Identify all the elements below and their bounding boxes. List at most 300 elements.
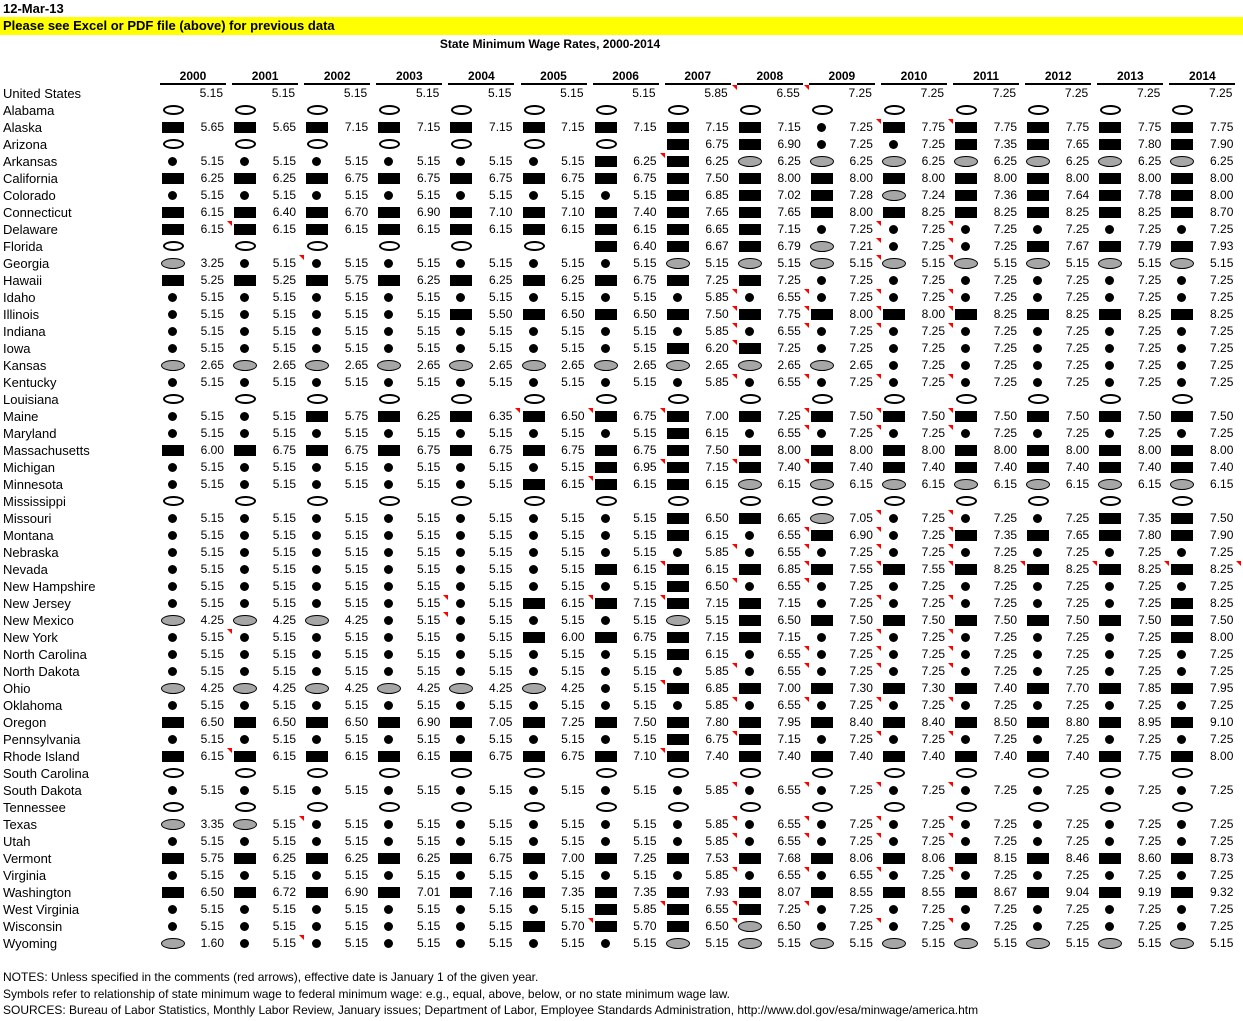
equal-federal-dot-icon: [601, 735, 610, 744]
wage-value: 5.15: [561, 732, 585, 746]
equal-federal-dot-icon: [240, 939, 249, 948]
below-federal-ellipse-icon: [161, 819, 185, 830]
above-federal-rect-icon: [523, 122, 545, 133]
above-federal-rect-icon: [667, 632, 689, 643]
wage-cell: [1169, 714, 1241, 731]
wage-value: 7.15: [489, 120, 513, 134]
wage-cell: [953, 595, 1025, 612]
wage-cell: [737, 323, 809, 340]
wage-cell: [665, 136, 737, 153]
wage-value: 6.15: [705, 528, 729, 542]
wage-cell: [376, 357, 448, 374]
below-federal-ellipse-icon: [594, 360, 618, 371]
above-federal-rect-icon: [1027, 717, 1049, 728]
equal-federal-dot-icon: [1033, 344, 1042, 353]
above-federal-rect-icon: [955, 122, 977, 133]
no-law-ellipse-icon: [451, 768, 472, 778]
wage-value: 5.15: [415, 86, 440, 100]
wage-cell: [160, 680, 232, 697]
wage-value: 8.55: [921, 885, 945, 899]
wage-value: 6.75: [416, 443, 441, 457]
below-federal-ellipse-icon: [1098, 156, 1122, 167]
wage-cell: [1169, 238, 1241, 255]
wage-cell: [809, 578, 881, 595]
wage-value: 7.25: [921, 698, 945, 712]
above-federal-rect-icon: [883, 683, 905, 694]
wage-value: 8.25: [921, 205, 945, 219]
wage-cell: [1169, 867, 1241, 884]
row-label: New Jersey: [3, 596, 71, 611]
wage-cell: [376, 544, 448, 561]
above-federal-rect-icon: [1099, 683, 1121, 694]
equal-federal-dot-icon: [889, 548, 898, 557]
below-federal-ellipse-icon: [1098, 479, 1122, 490]
wage-value: 6.50: [272, 715, 297, 729]
wage-cell: [232, 119, 304, 136]
wage-value: 7.25: [1137, 664, 1162, 678]
wage-cell: [448, 85, 520, 102]
equal-federal-dot-icon: [1105, 667, 1114, 676]
above-federal-rect-icon: [450, 173, 472, 184]
below-federal-ellipse-icon: [882, 190, 906, 201]
equal-federal-dot-icon: [529, 259, 538, 268]
wage-cell: [809, 255, 881, 272]
equal-federal-dot-icon: [673, 327, 682, 336]
wage-value: 7.25: [992, 86, 1017, 100]
wage-cell: [953, 680, 1025, 697]
equal-federal-dot-icon: [601, 939, 610, 948]
notes-section: [3, 969, 978, 1019]
wage-cell: [1025, 187, 1097, 204]
equal-federal-dot-icon: [889, 871, 898, 880]
equal-federal-dot-icon: [961, 276, 970, 285]
wage-value: 7.25: [777, 341, 801, 355]
wage-value: 5.15: [561, 783, 585, 797]
above-federal-rect-icon: [450, 207, 472, 218]
above-federal-rect-icon: [306, 717, 328, 728]
wage-value: 6.50: [561, 307, 585, 321]
wage-cell: [1097, 476, 1169, 493]
wage-cell: [881, 663, 953, 680]
above-federal-rect-icon: [595, 462, 617, 473]
wage-cell: [376, 408, 448, 425]
wage-cell: [737, 221, 809, 238]
above-federal-rect-icon: [378, 751, 400, 762]
wage-value: 5.15: [561, 936, 585, 950]
wage-value: 5.15: [272, 596, 297, 610]
wage-cell: [304, 850, 376, 867]
wage-value: 7.25: [1137, 273, 1162, 287]
equal-federal-dot-icon: [168, 429, 177, 438]
wage-value: 7.90: [1210, 137, 1234, 151]
wage-value: 8.25: [993, 562, 1018, 576]
wage-cell: [1169, 272, 1241, 289]
wage-value: 5.15: [416, 596, 441, 610]
wage-value: 5.15: [489, 579, 513, 593]
wage-value: 5.15: [272, 834, 297, 848]
wage-value: 2.65: [633, 358, 657, 372]
no-law-ellipse-icon: [524, 768, 545, 778]
no-law-ellipse-icon: [1172, 105, 1193, 115]
equal-federal-dot-icon: [312, 735, 321, 744]
wage-value: 7.25: [921, 647, 945, 661]
wage-value: 7.25: [849, 273, 873, 287]
wage-cell: [304, 187, 376, 204]
wage-cell: [160, 748, 232, 765]
wage-value: 7.25: [921, 596, 945, 610]
wage-value: 7.64: [1065, 188, 1090, 202]
wage-cell: [1025, 170, 1097, 187]
wage-value: 7.25: [849, 817, 873, 831]
wage-value: 5.15: [489, 868, 513, 882]
wage-cell: [881, 170, 953, 187]
wage-value: 7.93: [705, 885, 729, 899]
wage-value: 5.15: [272, 630, 297, 644]
wage-value: 8.00: [921, 307, 945, 321]
wage-value: 7.50: [1210, 409, 1234, 423]
above-federal-rect-icon: [234, 887, 256, 898]
wage-value: 6.15: [561, 477, 585, 491]
wage-cell: [160, 255, 232, 272]
wage-cell: [232, 204, 304, 221]
equal-federal-dot-icon: [312, 667, 321, 676]
wage-value: 5.65: [200, 120, 224, 134]
wage-cell: [1025, 816, 1097, 833]
wage-cell: [448, 799, 520, 816]
equal-federal-dot-icon: [601, 344, 610, 353]
above-federal-rect-icon: [1171, 853, 1193, 864]
equal-federal-dot-icon: [312, 548, 321, 557]
wage-value: 7.25: [921, 902, 945, 916]
equal-federal-dot-icon: [529, 429, 538, 438]
above-federal-rect-icon: [595, 411, 617, 422]
wage-cell: [160, 221, 232, 238]
wage-cell: [737, 765, 809, 782]
wage-value: 5.15: [272, 477, 297, 491]
wage-value: 7.15: [705, 630, 729, 644]
wage-value: 7.35: [561, 885, 585, 899]
wage-value: 7.25: [993, 868, 1018, 882]
wage-value: 6.25: [272, 851, 297, 865]
above-federal-rect-icon: [1171, 173, 1193, 184]
equal-federal-dot-icon: [1177, 361, 1186, 370]
wage-cell: [521, 612, 593, 629]
wage-value: 7.25: [849, 375, 873, 389]
wage-value: 7.40: [993, 749, 1018, 763]
wage-value: 6.25: [200, 171, 224, 185]
wage-cell: [593, 867, 665, 884]
equal-federal-dot-icon: [889, 378, 898, 387]
wage-cell: [304, 799, 376, 816]
wage-value: 6.55: [777, 647, 801, 661]
wage-value: 7.40: [849, 460, 873, 474]
wage-value: 5.85: [705, 817, 729, 831]
wage-cell: [1097, 510, 1169, 527]
state-row-virginia: [0, 867, 1243, 884]
above-federal-rect-icon: [378, 717, 400, 728]
wage-cell: [1025, 153, 1097, 170]
below-federal-ellipse-icon: [738, 921, 762, 932]
state-row-tennessee: [0, 799, 1243, 816]
wage-value: 5.15: [200, 477, 224, 491]
wage-value: 7.80: [1137, 137, 1162, 151]
wage-cell: [1169, 663, 1241, 680]
wage-value: 5.15: [344, 256, 369, 270]
wage-cell: [665, 204, 737, 221]
above-federal-rect-icon: [739, 224, 761, 235]
wage-cell: [593, 255, 665, 272]
above-federal-rect-icon: [234, 275, 256, 286]
equal-federal-dot-icon: [312, 293, 321, 302]
wage-cell: [1169, 408, 1241, 425]
above-federal-rect-icon: [595, 853, 617, 864]
wage-value: 8.00: [1210, 171, 1234, 185]
equal-federal-dot-icon: [384, 905, 393, 914]
above-federal-rect-icon: [234, 853, 256, 864]
wage-cell: [737, 153, 809, 170]
equal-federal-dot-icon: [312, 463, 321, 472]
state-row-nebraska: [0, 544, 1243, 561]
wage-value: 8.46: [1065, 851, 1090, 865]
equal-federal-dot-icon: [817, 701, 826, 710]
above-federal-rect-icon: [667, 564, 689, 575]
wage-cell: [593, 476, 665, 493]
above-federal-rect-icon: [1027, 853, 1049, 864]
wage-cell: [521, 561, 593, 578]
wage-cell: [809, 748, 881, 765]
no-law-ellipse-icon: [1100, 105, 1121, 115]
wage-cell: [1097, 918, 1169, 935]
no-law-ellipse-icon: [1172, 768, 1193, 778]
no-law-ellipse-icon: [307, 394, 328, 404]
wage-value: 6.25: [1210, 154, 1234, 168]
equal-federal-dot-icon: [1033, 786, 1042, 795]
wage-cell: [1169, 340, 1241, 357]
wage-value: 5.15: [344, 562, 369, 576]
equal-federal-dot-icon: [1177, 667, 1186, 676]
wage-cell: [304, 391, 376, 408]
wage-cell: [1025, 918, 1097, 935]
wage-cell: [737, 799, 809, 816]
equal-federal-dot-icon: [384, 531, 393, 540]
equal-federal-dot-icon: [312, 157, 321, 166]
wage-value: 7.50: [1137, 613, 1162, 627]
equal-federal-dot-icon: [384, 582, 393, 591]
wage-cell: [809, 646, 881, 663]
equal-federal-dot-icon: [889, 905, 898, 914]
wage-cell: [376, 714, 448, 731]
wage-cell: [953, 918, 1025, 935]
equal-federal-dot-icon: [168, 650, 177, 659]
wage-cell: [376, 901, 448, 918]
wage-value: 6.55: [776, 86, 800, 100]
above-federal-rect-icon: [739, 598, 761, 609]
above-federal-rect-icon: [883, 309, 905, 320]
no-law-ellipse-icon: [812, 802, 833, 812]
wage-value: 7.35: [993, 528, 1018, 542]
wage-cell: [521, 238, 593, 255]
wage-value: 7.80: [705, 715, 729, 729]
wage-value: 5.15: [633, 783, 657, 797]
above-federal-rect-icon: [1171, 513, 1193, 524]
wage-value: 5.15: [416, 613, 441, 627]
wage-cell: [448, 238, 520, 255]
wage-cell: [881, 459, 953, 476]
wage-cell: [881, 391, 953, 408]
wage-cell: [665, 493, 737, 510]
wage-value: 7.25: [1065, 783, 1090, 797]
wage-cell: [1169, 442, 1241, 459]
wage-value: 8.60: [1137, 851, 1162, 865]
above-federal-rect-icon: [306, 207, 328, 218]
wage-cell: [1169, 595, 1241, 612]
wage-value: 7.25: [993, 783, 1018, 797]
wage-cell: [160, 306, 232, 323]
wage-cell: [881, 561, 953, 578]
wage-value: 5.15: [272, 324, 297, 338]
wage-cell: [1169, 204, 1241, 221]
wage-cell: [304, 493, 376, 510]
wage-value: 7.25: [1210, 341, 1234, 355]
wage-value: 7.65: [705, 205, 729, 219]
below-federal-ellipse-icon: [449, 360, 473, 371]
equal-federal-dot-icon: [529, 531, 538, 540]
above-federal-rect-icon: [1171, 190, 1193, 201]
wage-cell: [665, 119, 737, 136]
below-federal-ellipse-icon: [1026, 479, 1050, 490]
above-federal-rect-icon: [450, 224, 472, 235]
wage-cell: [593, 833, 665, 850]
equal-federal-dot-icon: [240, 310, 249, 319]
wage-cell: [521, 646, 593, 663]
wage-value: 7.15: [777, 630, 801, 644]
below-federal-ellipse-icon: [522, 360, 546, 371]
wage-value: 4.25: [272, 681, 297, 695]
wage-cell: [1169, 901, 1241, 918]
equal-federal-dot-icon: [384, 786, 393, 795]
wage-value: 6.75: [561, 749, 585, 763]
wage-cell: [521, 510, 593, 527]
year-header-2012: 2012: [1025, 68, 1091, 85]
no-law-ellipse-icon: [884, 768, 905, 778]
equal-federal-dot-icon: [601, 701, 610, 710]
wage-cell: [809, 119, 881, 136]
wage-cell: [376, 374, 448, 391]
wage-cell: [1169, 391, 1241, 408]
wage-value: 5.15: [489, 613, 513, 627]
above-federal-rect-icon: [667, 887, 689, 898]
wage-cell: [232, 663, 304, 680]
wage-cell: [521, 816, 593, 833]
no-law-ellipse-icon: [596, 394, 617, 404]
below-federal-ellipse-icon: [738, 258, 762, 269]
wage-value: 2.65: [561, 358, 585, 372]
equal-federal-dot-icon: [745, 820, 754, 829]
wage-value: 5.15: [272, 902, 297, 916]
wage-value: 5.15: [489, 919, 513, 933]
state-row-massachusetts: [0, 442, 1243, 459]
above-federal-rect-icon: [1171, 887, 1193, 898]
above-federal-rect-icon: [667, 581, 689, 592]
wage-cell: [160, 731, 232, 748]
wage-cell: [232, 170, 304, 187]
wage-value: 5.15: [272, 256, 297, 270]
wage-value: 7.15: [344, 120, 369, 134]
wage-value: 7.25: [1137, 596, 1162, 610]
equal-federal-dot-icon: [529, 820, 538, 829]
wage-cell: [809, 493, 881, 510]
equal-federal-dot-icon: [1105, 905, 1114, 914]
no-law-ellipse-icon: [596, 496, 617, 506]
above-federal-rect-icon: [667, 853, 689, 864]
wage-value: 5.15: [200, 902, 224, 916]
wage-cell: [1097, 255, 1169, 272]
wage-cell: [521, 493, 593, 510]
wage-cell: [521, 935, 593, 952]
above-federal-rect-icon: [1171, 615, 1193, 626]
wage-value: 7.30: [921, 681, 945, 695]
wage-cell: [1097, 782, 1169, 799]
wage-cell: [232, 544, 304, 561]
no-law-ellipse-icon: [307, 802, 328, 812]
wage-value: 5.15: [489, 647, 513, 661]
wage-value: 8.95: [1137, 715, 1162, 729]
equal-federal-dot-icon: [529, 837, 538, 846]
above-federal-rect-icon: [1171, 717, 1193, 728]
equal-federal-dot-icon: [456, 344, 465, 353]
wage-cell: [953, 629, 1025, 646]
wage-value: 5.15: [200, 460, 224, 474]
wage-value: 4.25: [272, 613, 297, 627]
wage-cell: [160, 918, 232, 935]
wage-cell: [160, 816, 232, 833]
equal-federal-dot-icon: [673, 701, 682, 710]
wage-value: 7.25: [993, 664, 1018, 678]
wage-value: 7.35: [993, 137, 1018, 151]
wage-value: 5.15: [416, 817, 441, 831]
wage-cell: [448, 272, 520, 289]
equal-federal-dot-icon: [168, 667, 177, 676]
wage-cell: [593, 289, 665, 306]
wage-cell: [809, 544, 881, 561]
wage-cell: [232, 901, 304, 918]
above-federal-rect-icon: [595, 479, 617, 490]
equal-federal-dot-icon: [1105, 344, 1114, 353]
wage-cell: [665, 391, 737, 408]
wage-value: 5.15: [344, 375, 369, 389]
wage-value: 7.10: [489, 205, 513, 219]
above-federal-rect-icon: [739, 683, 761, 694]
previous-data-banner: Please see Excel or PDF file (above) for previous data: [0, 17, 1243, 35]
no-law-ellipse-icon: [451, 241, 472, 251]
wage-value: 7.25: [921, 919, 945, 933]
wage-value: 5.85: [704, 86, 728, 100]
wage-value: 6.15: [272, 222, 297, 236]
wage-cell: [232, 578, 304, 595]
wage-cell: [1169, 136, 1241, 153]
wage-cell: [593, 663, 665, 680]
wage-cell: [881, 272, 953, 289]
wage-cell: [1025, 663, 1097, 680]
wage-cell: [521, 731, 593, 748]
wage-cell: [737, 289, 809, 306]
equal-federal-dot-icon: [745, 327, 754, 336]
wage-cell: [953, 527, 1025, 544]
wage-cell: [304, 833, 376, 850]
wage-cell: [1097, 935, 1169, 952]
wage-cell: [304, 238, 376, 255]
equal-federal-dot-icon: [456, 701, 465, 710]
